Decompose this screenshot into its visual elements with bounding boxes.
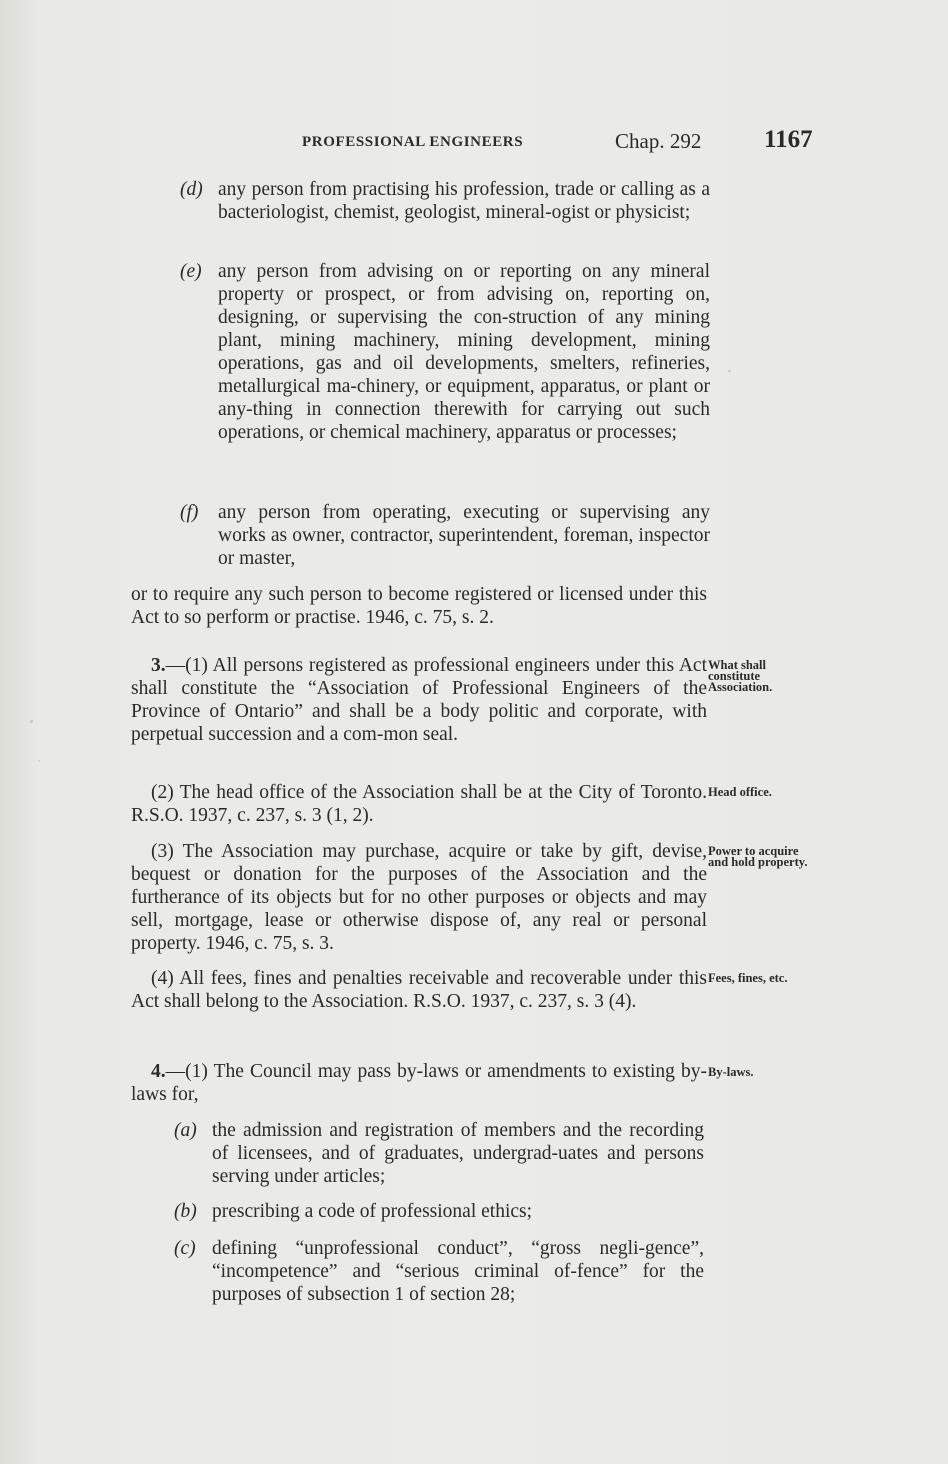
clause-text: defining “unprofessional conduct”, “gross negli-gence”, “incompetence” and “serious criminal of-fence” for the purposes of subsection 1 of section 28;	[212, 1238, 704, 1305]
section-number: 4.	[151, 1061, 166, 1082]
clause-b	[174, 1200, 704, 1223]
section-4-subsection-1	[131, 1060, 707, 1106]
clause-text: any person from advising on or reporting on any mineral property or prospect, or from advising on, reporting on, designing, or supervising the con-struction of any mining plant, mining machinery, mining development, mining operations, gas and oil developments, smelters, refineries, metallurgical ma-chinery, or equipment, apparatus, or plant or any-thing in connection therewith for carrying out such operations, or chemical machinery, apparatus or processes;	[218, 261, 710, 443]
running-head-title: PROFESSIONAL ENGINEERS	[302, 134, 524, 150]
subsection-text: —(1) The Council may pass by-laws or amendments to existing by-laws for,	[131, 1061, 707, 1105]
clause-f	[180, 501, 710, 570]
page-number: 1167	[764, 126, 813, 153]
clause-label: (d)	[180, 179, 203, 200]
clause-d	[180, 178, 710, 224]
clause-label: (a)	[174, 1120, 197, 1141]
clause-label: (b)	[174, 1201, 197, 1222]
closing-paragraph: or to require any such person to become registered or licensed under this Act to so perform or practise. 1946, c. 75, s. 2.	[131, 584, 707, 628]
margin-note: Head office.	[708, 785, 772, 799]
section-3-subsection-4: (4) All fees, fines and penalties receivable and recoverable under this Act shall belong to the Association. R.S.O. 1937, c. 237, s. 3 (4).	[131, 968, 707, 1012]
clause-label: (e)	[180, 261, 202, 282]
clause-label: (f)	[180, 502, 199, 523]
section-3-subsection-2: (2) The head office of the Association shall be at the City of Toronto. R.S.O. 1937, c. 237, s. 3 (1, 2).	[131, 782, 707, 826]
margin-note: What shall constitute Association.	[708, 658, 773, 694]
clause-e	[180, 260, 710, 444]
chapter-label: Chap. 292	[615, 129, 702, 153]
clause-c	[174, 1237, 704, 1306]
clause-a	[174, 1119, 704, 1188]
section-number: 3.	[151, 655, 166, 676]
clause-text: the admission and registration of members and the recording of licensees, and of graduates, undergrad-uates and persons serving under articles;	[212, 1120, 704, 1187]
paper-speck	[38, 760, 40, 762]
margin-note: Power to acquire and hold property.	[708, 844, 808, 869]
margin-note: Fees, fines, etc.	[708, 971, 788, 985]
margin-note: By-laws.	[708, 1065, 754, 1079]
section-3-subsection-1	[131, 654, 707, 746]
clause-label: (c)	[174, 1238, 196, 1259]
paper-speck	[30, 720, 33, 723]
paper-speck	[728, 370, 731, 372]
section-3-subsection-3: (3) The Association may purchase, acquire or take by gift, devise, bequest or donation for the purposes of the Association and the furtherance of its objects but for no other purposes or objects and may sell, mortgage, lease or otherwise dispose of, any real or personal property. 1946, c. 75, s. 3.	[131, 841, 707, 954]
clause-text: prescribing a code of professional ethics;	[212, 1201, 533, 1222]
subsection-text: —(1) All persons registered as professional engineers under this Act shall constitute the “Association of Professional Engineers of the Province of Ontario” and shall be a body politic and corporate, with perpetual succession and a com-mon seal.	[131, 655, 707, 745]
clause-text: any person from practising his profession, trade or calling as a bacteriologist, chemist, geologist, mineral-ogist or physicist;	[218, 179, 710, 223]
running-head	[0, 128, 948, 158]
clause-text: any person from operating, executing or supervising any works as owner, contractor, superintendent, foreman, inspector or master,	[218, 502, 710, 569]
